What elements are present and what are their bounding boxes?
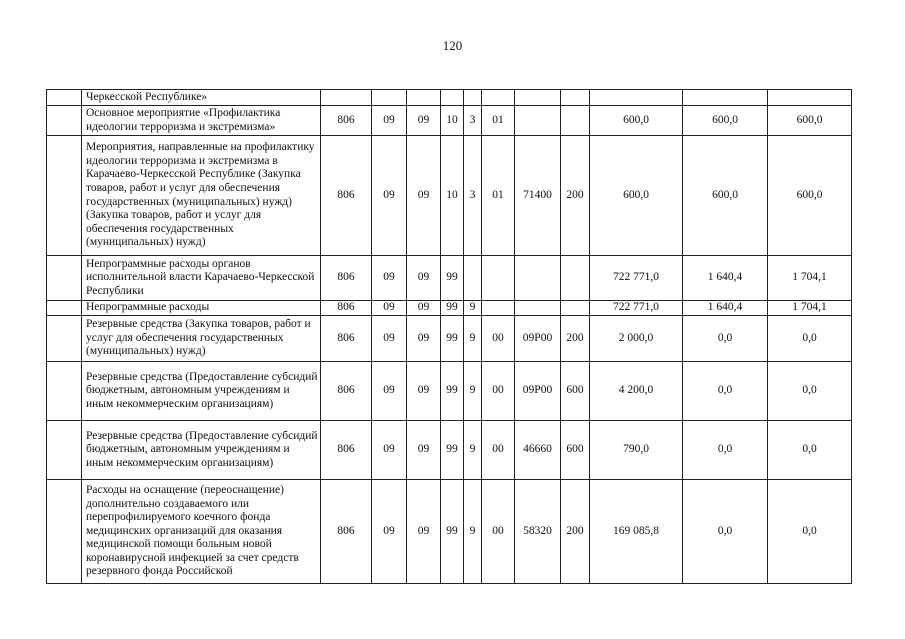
cell-program: 99 [441,362,464,421]
cell-amount-2: 1 640,4 [683,256,768,301]
left-margin-cell [47,256,82,301]
cell-amount-3: 1 704,1 [768,301,852,316]
table-row [47,362,852,421]
cell-event [482,301,515,316]
row-name: Мероприятия, направленные на профилактику идеологии терроризма и экстремизма в Карачаево-Черкесской Республике (Закупка товаров, работ и услуг для обеспечения государственных (муниципальных) нужд) (Закупка товаров, работ и услуг для обеспечения государственных (муниципальных) нужд) [82,136,321,256]
cell-amount-2: 0,0 [683,316,768,362]
cell-subprogram [464,256,482,301]
cell-amount-1: 2 000,0 [590,316,683,362]
cell-direction: 09Р00 [515,362,561,421]
cell-subprogram [464,90,482,106]
cell-program: 10 [441,136,464,256]
cell-amount-1: 600,0 [590,106,683,136]
cell-subprogram: 9 [464,421,482,480]
cell-subprogram: 3 [464,136,482,256]
cell-podrazdel: 09 [407,301,441,316]
cell-expense-type: 200 [561,136,590,256]
left-margin-cell [47,362,82,421]
table-row [47,256,852,301]
cell-ved: 806 [321,421,372,480]
cell-podrazdel: 09 [407,421,441,480]
cell-direction [515,301,561,316]
cell-subprogram: 9 [464,480,482,584]
cell-razdel: 09 [372,421,407,480]
left-margin-cell [47,301,82,316]
row-name: Основное мероприятие «Профилактика идеологии терроризма и экстремизма» [82,106,321,136]
row-name: Черкесской Республике» [82,90,321,106]
cell-expense-type [561,301,590,316]
table-row [47,421,852,480]
cell-direction [515,106,561,136]
cell-direction: 09Р00 [515,316,561,362]
page-number: 120 [442,38,463,53]
cell-amount-2: 0,0 [683,421,768,480]
cell-amount-2: 600,0 [683,106,768,136]
cell-razdel: 09 [372,136,407,256]
cell-amount-3 [768,90,852,106]
cell-amount-1: 790,0 [590,421,683,480]
table-row [47,480,852,584]
cell-program [441,90,464,106]
cell-event [482,90,515,106]
cell-direction: 58320 [515,480,561,584]
cell-program: 99 [441,480,464,584]
cell-direction [515,90,561,106]
table-row [47,90,852,106]
cell-event: 01 [482,106,515,136]
cell-expense-type: 200 [561,316,590,362]
cell-program: 99 [441,421,464,480]
cell-expense-type: 600 [561,362,590,421]
cell-program: 10 [441,106,464,136]
cell-expense-type: 600 [561,421,590,480]
cell-program: 99 [441,316,464,362]
row-name: Резервные средства (Закупка товаров, работ и услуг для обеспечения государственных (муниципальных) нужд) [82,316,321,362]
cell-event: 00 [482,421,515,480]
cell-podrazdel: 09 [407,480,441,584]
left-margin-cell [47,421,82,480]
cell-event [482,256,515,301]
cell-event: 00 [482,316,515,362]
cell-podrazdel [407,90,441,106]
cell-amount-3: 0,0 [768,480,852,584]
cell-amount-1: 4 200,0 [590,362,683,421]
row-name: Расходы на оснащение (переоснащение) дополнительно создаваемого или перепрофилируемого коечного фонда медицинских организаций для оказания медицинской помощи больным новой коронавирусной инфекцией за счет средств резервного фонда Российской [82,480,321,584]
cell-amount-3: 600,0 [768,136,852,256]
table-row [47,136,852,256]
row-name: Резервные средства (Предоставление субсидий бюджетным, автономным учреждениям и иным некоммерческим организациям) [82,362,321,421]
cell-podrazdel: 09 [407,136,441,256]
cell-amount-1: 722 771,0 [590,256,683,301]
cell-ved: 806 [321,136,372,256]
cell-event: 00 [482,362,515,421]
cell-subprogram: 3 [464,106,482,136]
left-margin-cell [47,136,82,256]
left-margin-cell [47,106,82,136]
budget-table [46,89,852,584]
cell-program: 99 [441,301,464,316]
cell-event: 01 [482,136,515,256]
cell-amount-3: 0,0 [768,316,852,362]
cell-amount-1: 722 771,0 [590,301,683,316]
cell-razdel: 09 [372,480,407,584]
cell-amount-3: 600,0 [768,106,852,136]
cell-amount-2 [683,90,768,106]
cell-amount-2: 0,0 [683,362,768,421]
cell-podrazdel: 09 [407,316,441,362]
cell-ved [321,90,372,106]
cell-expense-type [561,106,590,136]
cell-amount-1 [590,90,683,106]
row-name: Непрограммные расходы [82,301,321,316]
cell-amount-1: 600,0 [590,136,683,256]
cell-expense-type [561,90,590,106]
cell-event: 00 [482,480,515,584]
cell-podrazdel: 09 [407,256,441,301]
cell-razdel [372,90,407,106]
cell-amount-2: 600,0 [683,136,768,256]
cell-direction: 71400 [515,136,561,256]
cell-subprogram: 9 [464,301,482,316]
left-margin-cell [47,90,82,106]
cell-direction: 46660 [515,421,561,480]
table-row [47,106,852,136]
cell-ved: 806 [321,106,372,136]
cell-expense-type [561,256,590,301]
cell-podrazdel: 09 [407,362,441,421]
cell-amount-3: 1 704,1 [768,256,852,301]
cell-expense-type: 200 [561,480,590,584]
cell-amount-2: 0,0 [683,480,768,584]
cell-razdel: 09 [372,106,407,136]
row-name: Непрограммные расходы органов исполнительной власти Карачаево-Черкесской Республики [82,256,321,301]
cell-razdel: 09 [372,316,407,362]
cell-ved: 806 [321,301,372,316]
cell-subprogram: 9 [464,362,482,421]
cell-razdel: 09 [372,362,407,421]
cell-podrazdel: 09 [407,106,441,136]
cell-program: 99 [441,256,464,301]
left-margin-cell [47,316,82,362]
cell-amount-2: 1 640,4 [683,301,768,316]
cell-amount-3: 0,0 [768,421,852,480]
left-margin-cell [47,480,82,584]
table-row [47,301,852,316]
cell-direction [515,256,561,301]
cell-ved: 806 [321,362,372,421]
cell-amount-3: 0,0 [768,362,852,421]
cell-razdel: 09 [372,256,407,301]
row-name: Резервные средства (Предоставление субсидий бюджетным, автономным учреждениям и иным некоммерческим организациям) [82,421,321,480]
cell-amount-1: 169 085,8 [590,480,683,584]
table-row [47,316,852,362]
cell-ved: 806 [321,256,372,301]
cell-subprogram: 9 [464,316,482,362]
cell-ved: 806 [321,316,372,362]
cell-ved: 806 [321,480,372,584]
cell-razdel: 09 [372,301,407,316]
